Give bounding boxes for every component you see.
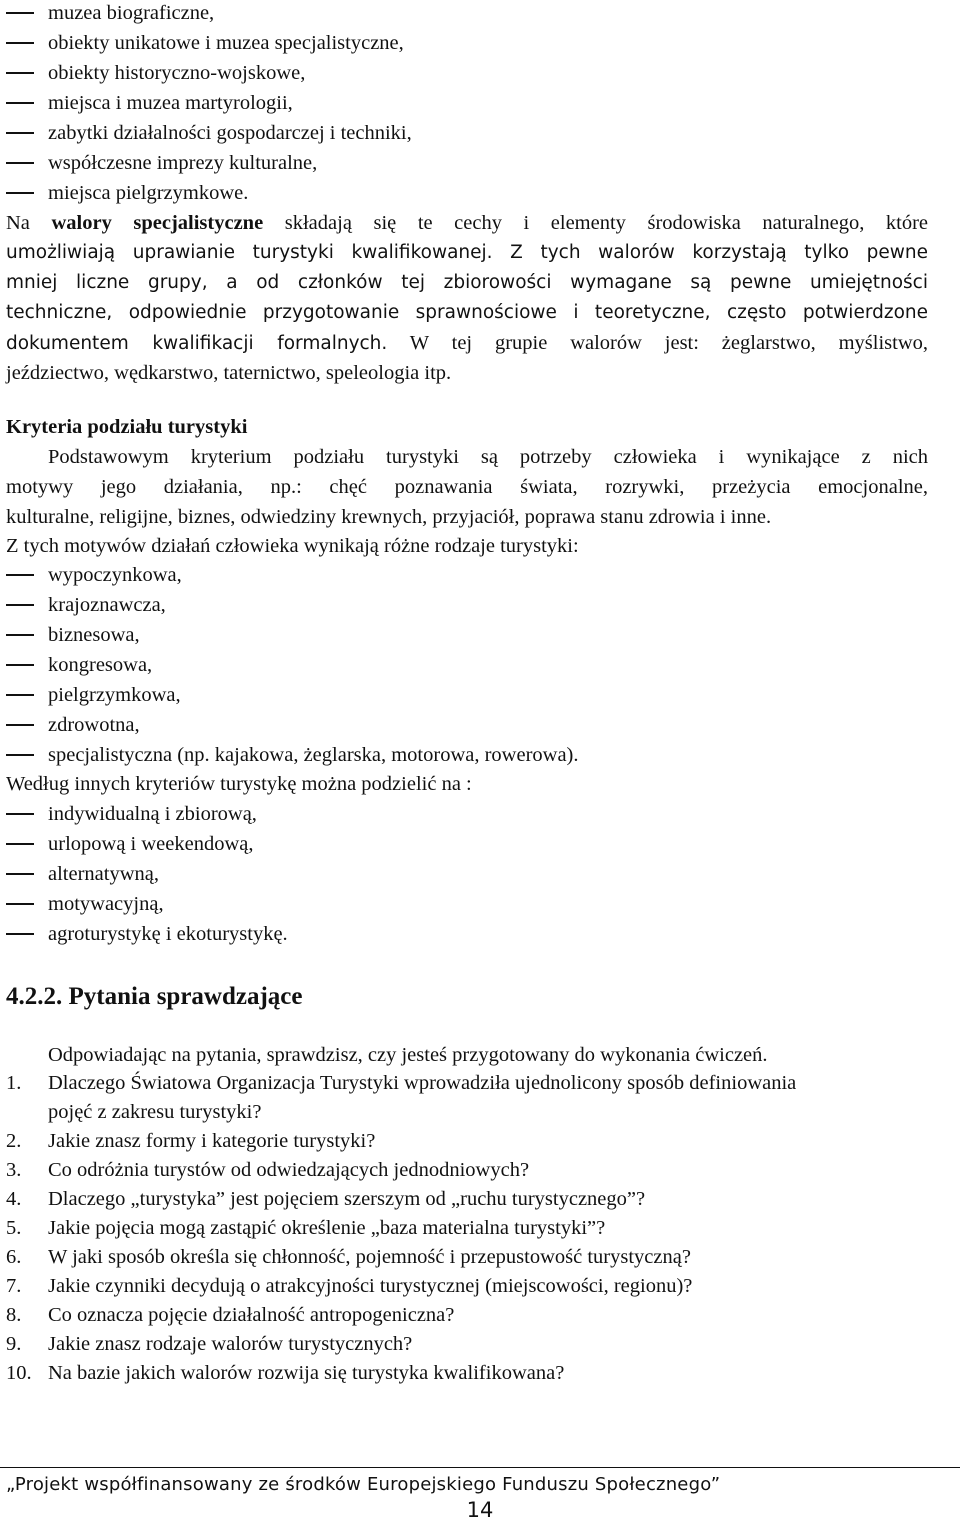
question-number: 1.: [6, 1072, 22, 1094]
question-text: pojęć z zakresu turystyki?: [48, 1101, 262, 1123]
dash-bullet: [6, 933, 34, 935]
list-item-text: motywacyjną,: [48, 893, 164, 915]
text: dokumentem kwalifikacji formalnych.: [6, 333, 388, 354]
inne-kryteria: Według innych kryteriów turystykę można podzielić na :: [6, 773, 472, 795]
dash-bullet: [6, 754, 34, 756]
walory-line-5: [6, 328, 928, 358]
text: umożliwiają uprawianie turystyki kwalifikowanej.: [6, 242, 493, 263]
list-item-text: obiekty unikatowe i muzea specjalistyczne,: [48, 32, 404, 54]
walory-line-3: [6, 268, 928, 298]
question-item: [0, 1127, 960, 1156]
text: W tej grupie walorów jest: żeglarstwo, myślistwo,: [409, 332, 929, 354]
question-item: [0, 1214, 960, 1243]
bold-term: walory specjalistyczne: [51, 212, 264, 234]
question-number: 9.: [6, 1333, 22, 1355]
question-text: Jakie pojęcia mogą zastąpić określenie „baza materialna turystyki”?: [48, 1217, 606, 1239]
question-number: 2.: [6, 1130, 22, 1152]
question-item: [0, 1156, 960, 1185]
footer-text: „Projekt współfinansowany ze środków Europejskiego Funduszu Społecznego”: [6, 1474, 721, 1495]
dash-bullet: [6, 873, 34, 875]
kryteria-line-1: [48, 442, 928, 472]
dash-bullet: [6, 12, 34, 14]
list-item-text: zabytki działalności gospodarczej i techniki,: [48, 122, 412, 144]
text: techniczne, odpowiednie przygotowanie sprawnościowe i teoretyczne, często potwierdzone: [6, 302, 928, 323]
list-item-text: indywidualną i zbiorową,: [48, 803, 257, 825]
question-number: 6.: [6, 1246, 22, 1268]
footer-divider: [0, 1467, 960, 1468]
dash-bullet: [6, 42, 34, 44]
dash-bullet: [6, 664, 34, 666]
question-text: Jakie znasz formy i kategorie turystyki?: [48, 1130, 376, 1152]
question-text: Dlaczego „turystyka” jest pojęciem szerszym od „ruchu turystycznego”?: [48, 1188, 646, 1210]
text: motywy jego działania, np.: chęć poznawania świata, rozrywki, przeżycia emocjonalne,: [6, 476, 928, 498]
list-item-text: obiekty historyczno-wojskowe,: [48, 62, 306, 84]
question-text: Co odróżnia turystów od odwiedzających jednodniowych?: [48, 1159, 530, 1181]
intro-text: Odpowiadając na pytania, sprawdzisz, czy jesteś przygotowany do wykonania ćwiczeń.: [48, 1044, 768, 1066]
question-item: [0, 1359, 960, 1388]
walory-line-2: [6, 238, 928, 268]
dash-bullet: [6, 634, 34, 636]
text: Na: [6, 212, 30, 234]
dash-bullet: [6, 694, 34, 696]
question-number: 7.: [6, 1275, 22, 1297]
page-number: 14: [466, 1498, 494, 1522]
question-number: 8.: [6, 1304, 22, 1326]
dash-bullet: [6, 724, 34, 726]
list-item-text: kongresowa,: [48, 654, 153, 676]
list-item-text: urlopową i weekendową,: [48, 833, 254, 855]
kryteria-line-2: [6, 472, 928, 502]
dash-bullet: [6, 192, 34, 194]
question-text: Jakie czynniki decydują o atrakcyjności turystycznej (miejscowości, regionu)?: [48, 1275, 693, 1297]
question-text: Dlaczego Światowa Organizacja Turystyki wprowadziła ujednolicony sposób definiowania: [48, 1072, 797, 1094]
list-item-text: krajoznawcza,: [48, 594, 166, 616]
dash-bullet: [6, 102, 34, 104]
question-text: Jakie znasz rodzaje walorów turystycznych?: [48, 1333, 413, 1355]
text: Podstawowym kryterium podziału turystyki są potrzeby człowieka i wynikające z nich: [48, 446, 928, 468]
kryteria-heading: Kryteria podziału turystyki: [6, 416, 248, 438]
question-text: W jaki sposób określa się chłonność, pojemność i przepustowość turystyczną?: [48, 1246, 691, 1268]
list-item-text: pielgrzymkowa,: [48, 684, 181, 706]
list-item-text: biznesowa,: [48, 624, 140, 646]
dash-bullet: [6, 574, 34, 576]
question-item: [0, 1243, 960, 1272]
list-item-text: alternatywną,: [48, 863, 159, 885]
dash-bullet: [6, 132, 34, 134]
question-number: 4.: [6, 1188, 22, 1210]
text: składają się te cechy i elementy środowiska naturalnego, które: [284, 212, 928, 234]
question-number: 10.: [6, 1362, 32, 1384]
list-item-text: specjalistyczna (np. kajakowa, żeglarska, motorowa, rowerowa).: [48, 744, 579, 766]
walory-line-6: jeździectwo, wędkarstwo, taternictwo, speleologia itp.: [6, 362, 452, 384]
dash-bullet: [6, 72, 34, 74]
list-item-text: wypoczynkowa,: [48, 564, 182, 586]
kryteria-line-4: Z tych motywów działań człowieka wynikają różne rodzaje turystyki:: [6, 535, 579, 557]
dash-bullet: [6, 813, 34, 815]
list-item-text: zdrowotna,: [48, 714, 140, 736]
question-number: 5.: [6, 1217, 22, 1239]
kryteria-line-3: kulturalne, religijne, biznes, odwiedziny krewnych, przyjaciół, poprawa stanu zdrowia i inne.: [6, 506, 772, 528]
dash-bullet: [6, 843, 34, 845]
question-item: [0, 1301, 960, 1330]
question-item-cont: [0, 1098, 960, 1127]
question-item: [0, 1272, 960, 1301]
question-item: [0, 1185, 960, 1214]
dash-bullet: [6, 903, 34, 905]
question-text: Co oznacza pojęcie działalność antropogeniczna?: [48, 1304, 455, 1326]
list-item-text: muzea biograficzne,: [48, 2, 215, 24]
list-item-text: współczesne imprezy kulturalne,: [48, 152, 318, 174]
walory-line-1: [6, 208, 928, 238]
dash-bullet: [6, 604, 34, 606]
section-title: 4.2.2. Pytania sprawdzające: [6, 983, 303, 1010]
dash-bullet: [6, 162, 34, 164]
question-item: [0, 1069, 960, 1098]
list-item-text: miejsca i muzea martyrologii,: [48, 92, 293, 114]
text: Z tych walorów korzystają tylko pewne: [510, 242, 928, 263]
text: mniej liczne grupy, a od członków tej zbiorowości wymagane są pewne umiejętności: [6, 272, 928, 293]
question-number: 3.: [6, 1159, 22, 1181]
list-item-text: agroturystykę i ekoturystykę.: [48, 923, 288, 945]
question-text: Na bazie jakich walorów rozwija się turystyka kwalifikowana?: [48, 1362, 565, 1384]
question-item: [0, 1330, 960, 1359]
walory-line-4: [6, 298, 928, 328]
list-item-text: miejsca pielgrzymkowe.: [48, 182, 249, 204]
